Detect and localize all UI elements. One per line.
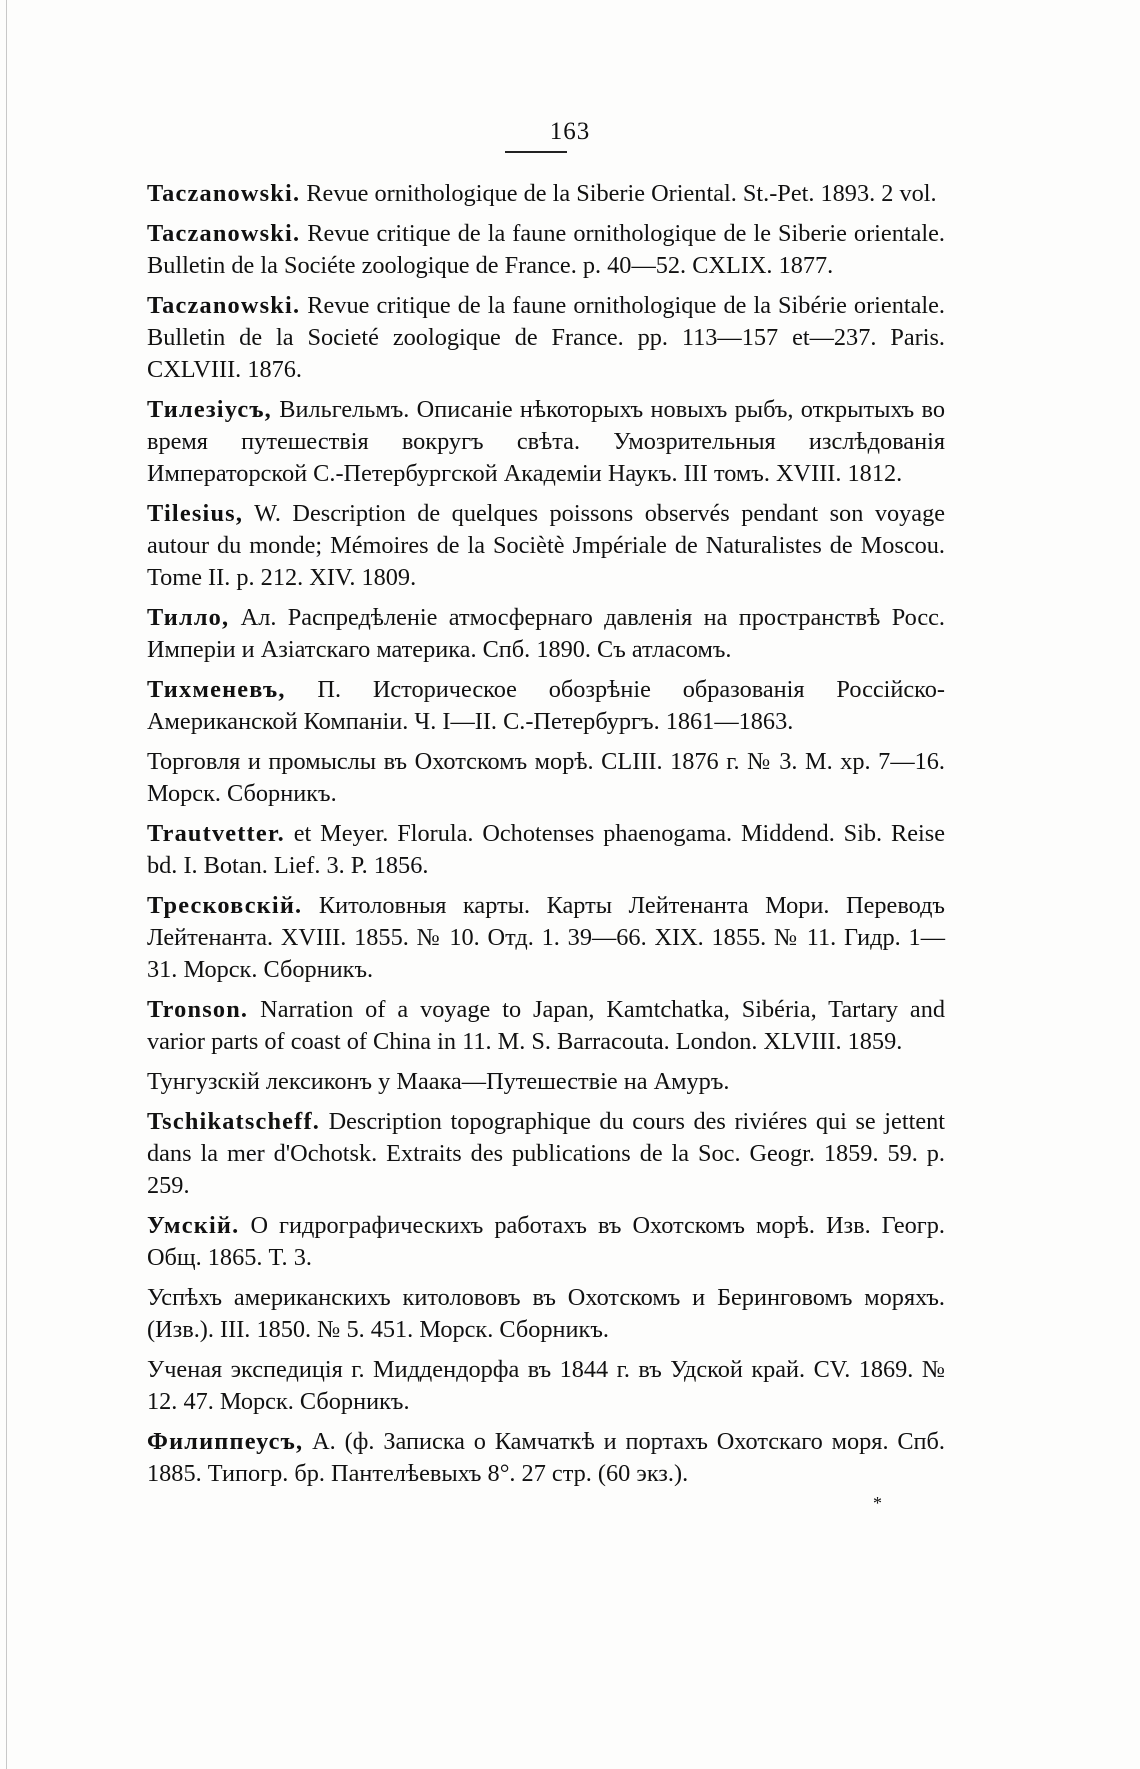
entry-author: Taczanowski.	[147, 292, 301, 319]
bib-entry	[147, 394, 945, 490]
bib-entry	[147, 674, 945, 738]
entry-text: Китоловныя карты. Карты Лейтенанта Мори. Переводъ Лейтенанта. XVIII. 1855. № 10. Отд. 1. 39—66. XIX. 1855. № 11. Гидр. 1—31. Морск. Сборникъ.	[147, 892, 945, 983]
bib-entry	[147, 498, 945, 594]
entry-text: А. (ф. Записка о Камчаткѣ и портахъ Охотскаго моря. Спб. 1885. Типогр. бр. Пантелѣевыхъ 8°. 27 стр. (60 экз.).	[147, 1428, 945, 1487]
entry-text: Narration of a voyage to Japan, Kamtchatka, Sibéria, Tartary and varior parts of coast of China in 11. M. S. Barracouta. London. XLVIII. 1859.	[147, 996, 945, 1055]
bib-entry	[147, 890, 945, 986]
page-number-rule	[505, 151, 567, 153]
entry-text: Вильгельмъ. Описаніе нѣкоторыхъ новыхъ рыбъ, открытыхъ во время путешествія вокругъ свѣта. Умозрительныя изслѣдованія Императорской С.-Петербургской Академіи Наукъ. III томъ. XVIII. 1812.	[147, 396, 945, 487]
bib-entry	[147, 1066, 945, 1098]
entry-author: Tschikatscheff.	[147, 1108, 321, 1135]
bib-entry	[147, 290, 945, 386]
entry-author: Taczanowski.	[147, 220, 301, 247]
entry-text: Revue critique de la faune ornithologique de le Siberie orientale. Bulletin de la Sociéte zoologique de France. p. 40—52. CXLIX. 1877.	[147, 220, 945, 279]
entry-text: W. Description de quelques poissons observés pendant son voyage autour du monde; Mémoires de la Sociètè Jmpériale de Naturalistes de Moscou. Tome II. p. 212. XIV. 1809.	[147, 500, 945, 591]
entry-author: Тресковскій.	[147, 892, 303, 919]
entry-author: Умскій.	[147, 1212, 240, 1239]
bib-entry	[147, 602, 945, 666]
page-edge-line	[6, 0, 7, 1769]
footer-asterisk: *	[873, 1493, 882, 1513]
entry-author: Tronson.	[147, 996, 249, 1023]
entry-text: Description topographique du cours des riviéres qui se jettent dans la mer d'Ochotsk. Extraits des publications de la Soc. Geogr. 1859. 59. p. 259.	[147, 1108, 945, 1199]
entry-author: Тихменевъ,	[147, 676, 286, 703]
entry-author: Trautvetter.	[147, 820, 285, 847]
entry-text: Торговля и промыслы въ Охотскомъ морѣ. CLIII. 1876 г. № 3. M. xp. 7—16. Морск. Сборникъ.	[147, 748, 945, 807]
bibliography-list	[147, 178, 945, 1498]
bib-entry	[147, 746, 945, 810]
bib-entry	[147, 1426, 945, 1490]
entry-author: Тилезіусъ,	[147, 396, 272, 423]
page-number: 163	[549, 118, 591, 145]
bib-entry	[147, 1210, 945, 1274]
bib-entry	[147, 178, 945, 210]
bib-entry	[147, 818, 945, 882]
entry-text: Revue ornithologique de la Siberie Oriental. St.-Pet. 1893. 2 vol.	[300, 180, 937, 207]
bib-entry	[147, 1354, 945, 1418]
entry-text: П. Историческое обозрѣніе образованія Россійско-Американской Компаніи. Ч. I—II. С.-Петербургъ. 1861—1863.	[147, 676, 945, 735]
entry-author: Тилло,	[147, 604, 230, 631]
entry-author: Tilesius,	[147, 500, 244, 527]
bib-entry	[147, 1282, 945, 1346]
entry-author: Taczanowski.	[147, 180, 301, 207]
bib-entry	[147, 218, 945, 282]
entry-text: Тунгузскій лексиконъ у Маака—Путешествіе на Амуръ.	[147, 1068, 730, 1095]
entry-text: Ал. Распредѣленіе атмосфернаго давленія на пространствѣ Росс. Имперіи и Азіатскаго материка. Спб. 1890. Съ атласомъ.	[147, 604, 945, 663]
entry-text: Ученая экспедиція г. Миддендорфа въ 1844 г. въ Удской край. CV. 1869. № 12. 47. Морск. Сборникъ.	[147, 1356, 945, 1415]
entry-text: Успѣхъ американскихъ китолововъ въ Охотскомъ и Беринговомъ моряхъ. (Изв.). III. 1850. № 5. 451. Морск. Сборникъ.	[147, 1284, 945, 1343]
entry-author: Филиппеусъ,	[147, 1428, 304, 1455]
bib-entry	[147, 994, 945, 1058]
entry-text: О гидрографическихъ работахъ въ Охотскомъ морѣ. Изв. Геогр. Общ. 1865. T. 3.	[147, 1212, 945, 1271]
entry-text: Revue critique de la faune ornithologique de la Sibérie orientale. Bulletin de la Societé zoologique de France. pp. 113—157 et—237. Paris. CXLVIII. 1876.	[147, 292, 945, 383]
entry-text: et Meyer. Florula. Ochotenses phaenogama. Middend. Sib. Reise bd. I. Botan. Lief. 3. P. 1856.	[147, 820, 945, 879]
bib-entry	[147, 1106, 945, 1202]
